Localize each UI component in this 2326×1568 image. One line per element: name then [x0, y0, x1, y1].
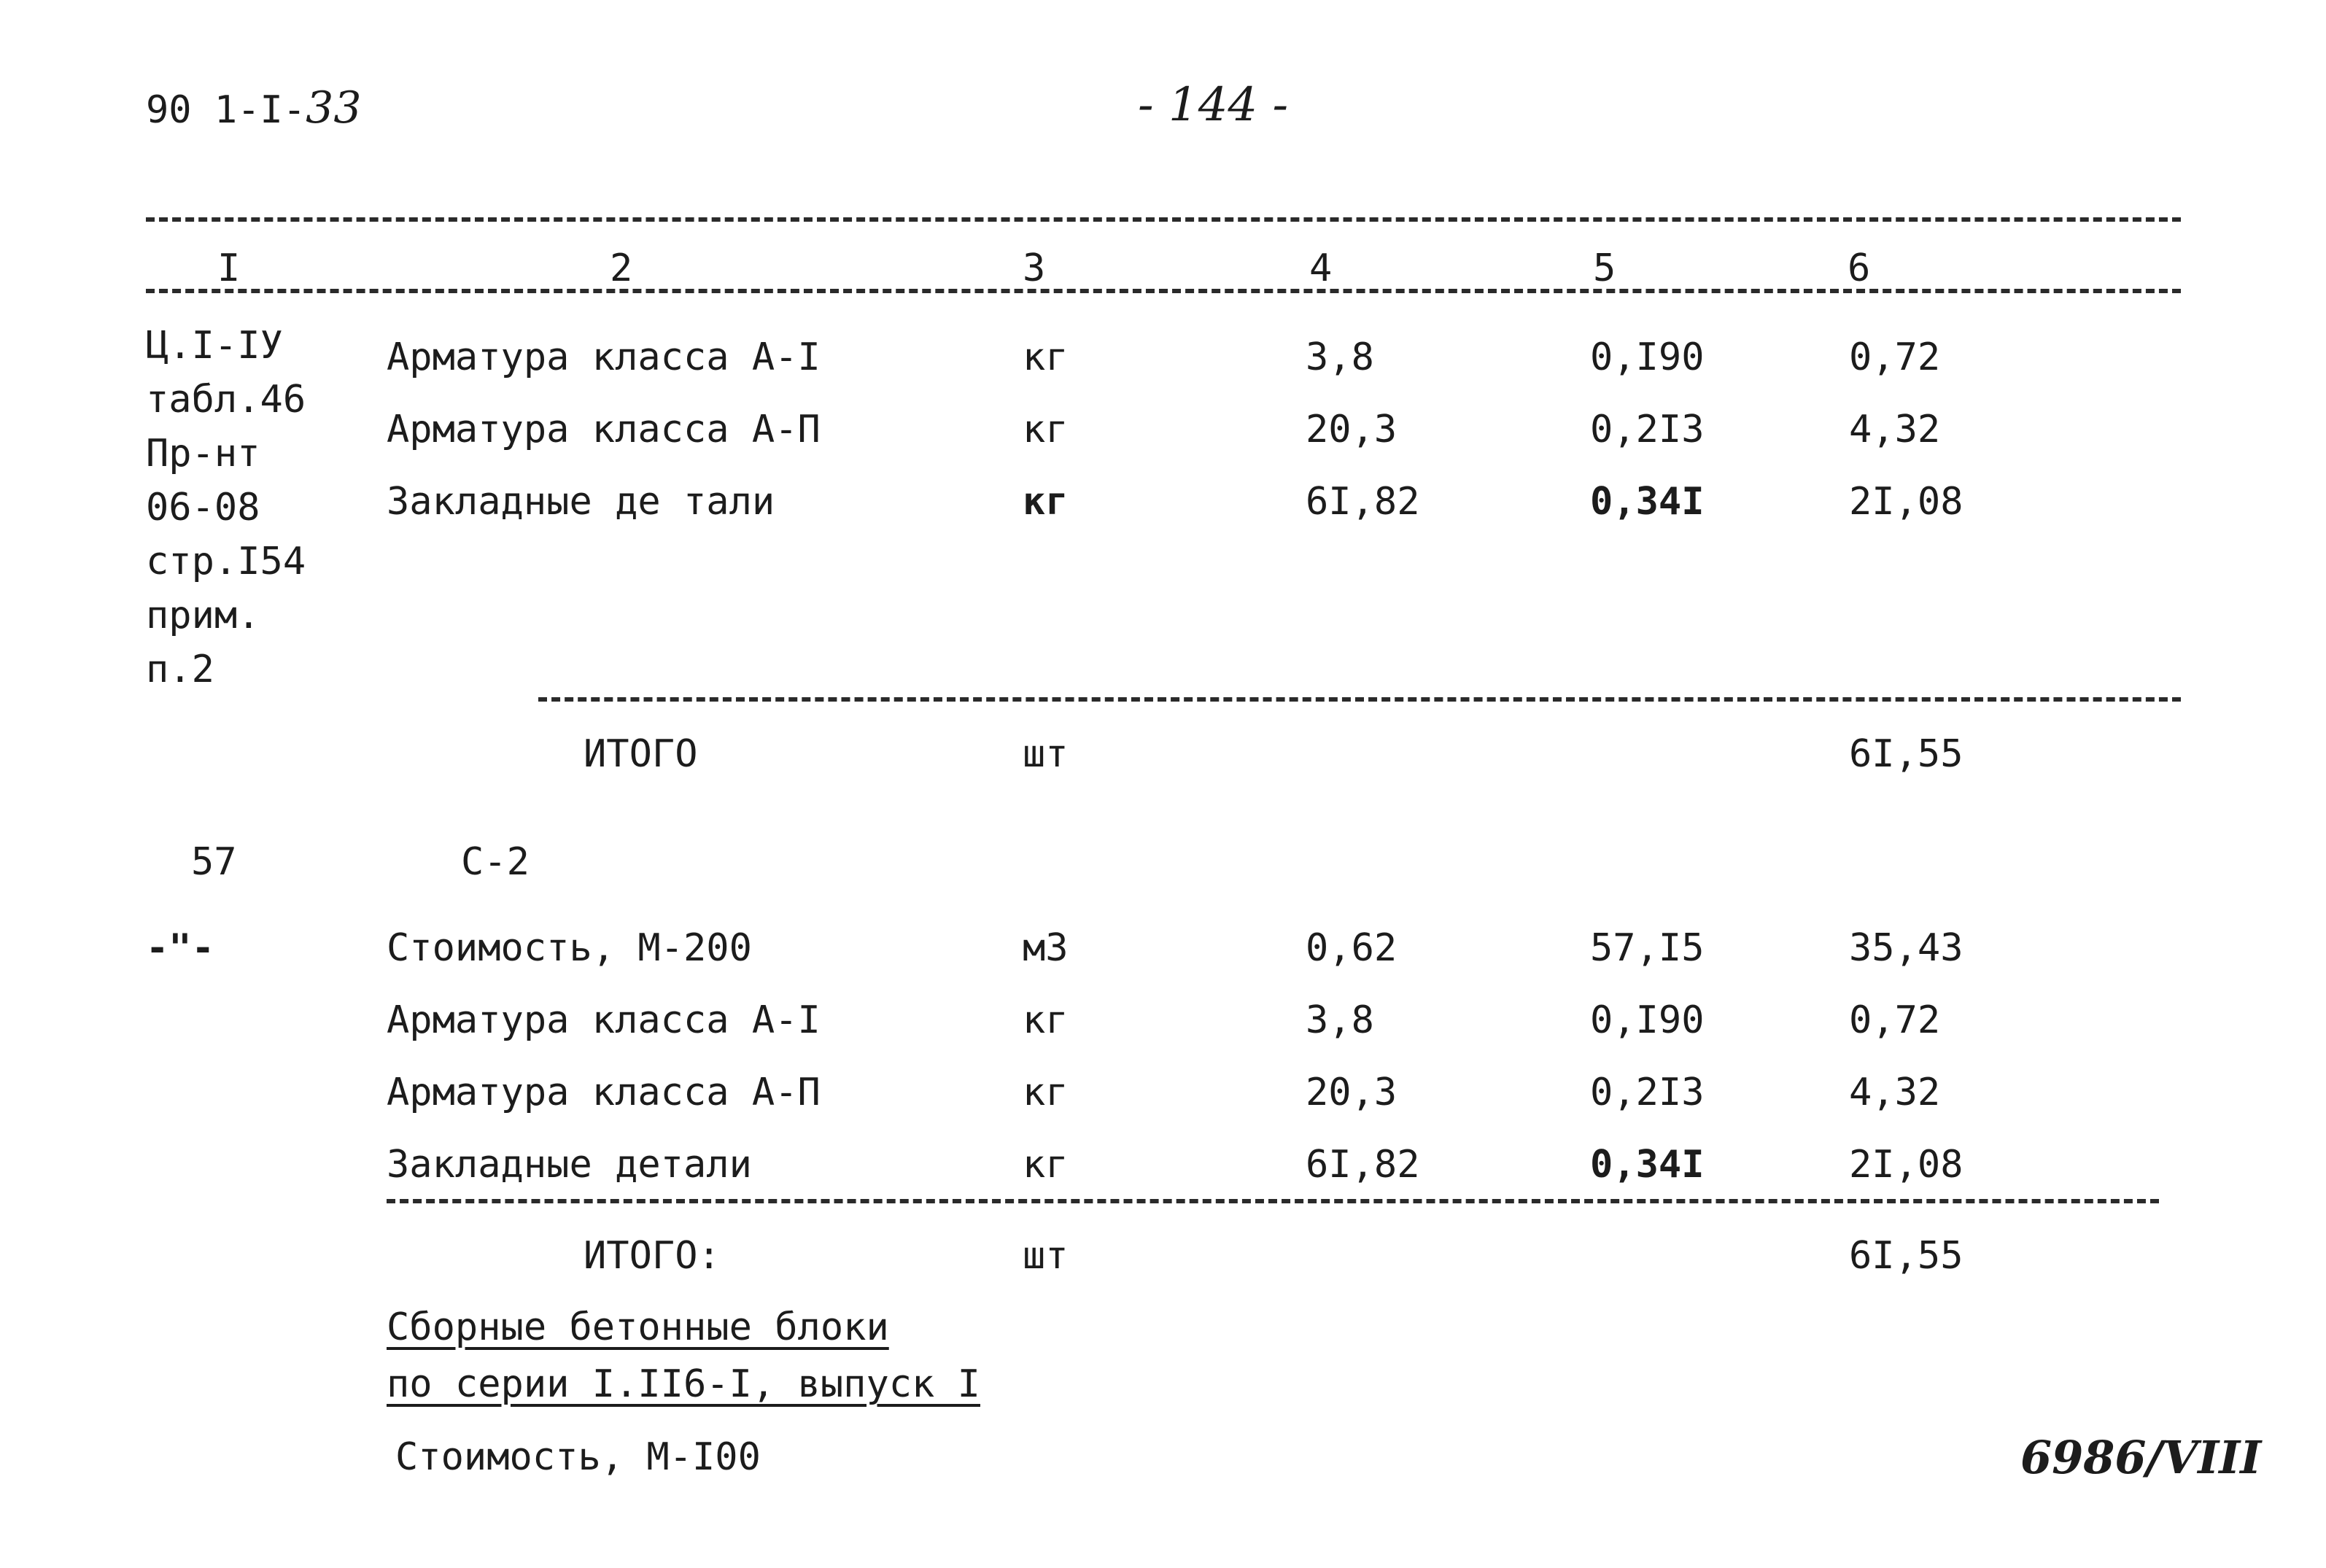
- reference-line: Пр-нт: [146, 432, 260, 476]
- row-qty: 20,3: [1306, 408, 1397, 451]
- ditto-mark: -"-: [146, 926, 214, 970]
- page-number: - 144 -: [1138, 78, 1289, 132]
- row-name: Закладные де тали: [387, 480, 775, 524]
- row-price: 0,I90: [1590, 998, 1705, 1042]
- reference-line: п.2: [146, 648, 214, 691]
- item-code: С-2: [461, 840, 530, 884]
- row-name: Арматура класса А-I: [387, 998, 821, 1042]
- row-price: 0,34I: [1590, 480, 1705, 524]
- row-name: Арматура класса А-П: [387, 1071, 821, 1114]
- row-total: 2I,08: [1849, 1143, 1963, 1187]
- reference-line: Ц.I-IУ: [146, 324, 283, 368]
- row-unit: кг: [1023, 480, 1069, 524]
- row-qty: 3,8: [1306, 335, 1374, 379]
- row-qty: 0,62: [1306, 926, 1397, 970]
- subtotal-rule: [538, 697, 2181, 702]
- doc-number: [146, 82, 362, 133]
- row-unit: кг: [1023, 1071, 1069, 1114]
- row-total: 4,32: [1849, 1071, 1941, 1114]
- item-number: 57: [191, 840, 237, 884]
- doc-number-handwritten: 33: [306, 82, 362, 133]
- row-unit: кг: [1023, 335, 1069, 379]
- row-qty: 6I,82: [1306, 1143, 1420, 1187]
- row-name: Арматура класса А-I: [387, 335, 821, 379]
- col-header-5: 5: [1593, 247, 1616, 290]
- section-title-line1: Сборные бетонные блоки: [387, 1305, 889, 1349]
- row-total: 4,32: [1849, 408, 1941, 451]
- header-bottom-rule: [146, 289, 2181, 293]
- row-price: 0,2I3: [1590, 1071, 1705, 1114]
- row-price: 0,2I3: [1590, 408, 1705, 451]
- col-header-6: 6: [1848, 247, 1871, 290]
- row-unit: кг: [1023, 1143, 1069, 1187]
- total-label: ИТОГО: [584, 732, 698, 776]
- col-header-2: 2: [610, 247, 633, 290]
- total-value: 6I,55: [1849, 1234, 1963, 1278]
- row-unit: кг: [1023, 408, 1069, 451]
- col-header-4: 4: [1309, 247, 1333, 290]
- archive-stamp: 6986/VIII: [2020, 1431, 2262, 1484]
- row-name: Стоимость, М-I00: [395, 1435, 761, 1479]
- header-top-rule: [146, 217, 2181, 222]
- reference-line: прим.: [146, 594, 260, 637]
- row-qty: 6I,82: [1306, 480, 1420, 524]
- total-value: 6I,55: [1849, 732, 1963, 776]
- row-qty: 3,8: [1306, 998, 1374, 1042]
- col-header-3: 3: [1023, 247, 1046, 290]
- row-total: 0,72: [1849, 335, 1941, 379]
- row-price: 57,I5: [1590, 926, 1705, 970]
- reference-line: стр.I54: [146, 540, 306, 583]
- row-unit: кг: [1023, 998, 1069, 1042]
- reference-line: 06-08: [146, 486, 260, 529]
- row-name: Закладные детали: [387, 1143, 752, 1187]
- subtotal-rule: [387, 1199, 2159, 1203]
- row-price: 0,I90: [1590, 335, 1705, 379]
- reference-line: табл.46: [146, 378, 306, 422]
- section-title-line2: по серии I.II6-I, выпуск I: [387, 1362, 980, 1406]
- row-total: 0,72: [1849, 998, 1941, 1042]
- row-total: 2I,08: [1849, 480, 1963, 524]
- row-unit: м3: [1023, 926, 1069, 970]
- doc-number-typed: 90 1-I-: [146, 88, 306, 132]
- total-unit: шт: [1023, 1234, 1069, 1278]
- row-qty: 20,3: [1306, 1071, 1397, 1114]
- row-name: Стоимость, М-200: [387, 926, 752, 970]
- row-total: 35,43: [1849, 926, 1963, 970]
- total-label: ИТОГО:: [584, 1234, 721, 1278]
- total-unit: шт: [1023, 732, 1069, 776]
- row-price: 0,34I: [1590, 1143, 1705, 1187]
- row-name: Арматура класса А-П: [387, 408, 821, 451]
- col-header-1: I: [217, 247, 241, 290]
